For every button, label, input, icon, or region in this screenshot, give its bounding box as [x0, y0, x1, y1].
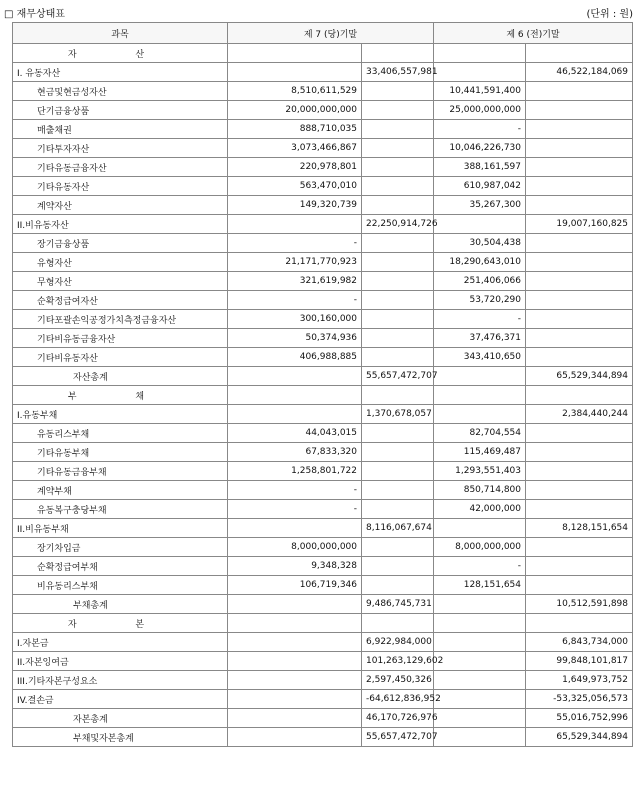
table-row — [13, 101, 633, 120]
prior-item-cell — [434, 614, 526, 633]
table-row — [13, 443, 633, 462]
prior-item-cell — [434, 215, 526, 234]
current-total-value: 55,657,472,707 — [362, 728, 434, 747]
current-item-value: 21,171,770,923 — [228, 253, 362, 272]
prior-item-value: 128,151,654 — [434, 576, 526, 595]
prior-total-cell — [526, 234, 633, 253]
group-label: II.비유동부채 — [13, 519, 228, 538]
table-row — [13, 557, 633, 576]
prior-item-cell — [434, 633, 526, 652]
prior-total-value: 10,512,591,898 — [526, 595, 633, 614]
prior-item-cell — [434, 44, 526, 63]
section-row — [13, 614, 633, 633]
group-label: II.비유동자산 — [13, 215, 228, 234]
prior-item-value: 42,000,000 — [434, 500, 526, 519]
statement-title: □ 재무상태표 — [4, 9, 65, 20]
table-row — [13, 234, 633, 253]
prior-total-cell — [526, 386, 633, 405]
prior-item-cell — [434, 671, 526, 690]
group-label: I.유동부채 — [13, 405, 228, 424]
current-item-value: - — [228, 234, 362, 253]
prior-total-cell — [526, 272, 633, 291]
current-total-value: 2,597,450,326 — [362, 671, 434, 690]
current-item-value: 44,043,015 — [228, 424, 362, 443]
prior-item-value: 343,410,650 — [434, 348, 526, 367]
prior-total-cell — [526, 44, 633, 63]
prior-total-cell — [526, 500, 633, 519]
current-item-value: 106,719,346 — [228, 576, 362, 595]
table-row — [13, 500, 633, 519]
current-total-value: 33,406,557,981 — [362, 63, 434, 82]
current-item-cell — [228, 519, 362, 538]
prior-total-cell — [526, 538, 633, 557]
current-total-value: 1,370,678,057 — [362, 405, 434, 424]
current-item-value: 3,073,466,867 — [228, 139, 362, 158]
prior-total-cell — [526, 348, 633, 367]
item-label: 기타유동금융부채 — [13, 462, 228, 481]
column-header-current: 제 7 (당)기말 — [228, 23, 434, 44]
prior-total-cell — [526, 253, 633, 272]
table-row — [13, 196, 633, 215]
group-row — [13, 405, 633, 424]
prior-item-value: 82,704,554 — [434, 424, 526, 443]
prior-total-value: 46,522,184,069 — [526, 63, 633, 82]
current-item-cell — [228, 614, 362, 633]
section-label: 자 본 — [13, 614, 228, 633]
prior-total-cell — [526, 291, 633, 310]
current-item-value: - — [228, 500, 362, 519]
current-item-value: 300,160,000 — [228, 310, 362, 329]
prior-total-value: 99,848,101,817 — [526, 652, 633, 671]
current-item-value: - — [228, 481, 362, 500]
prior-item-value: 30,504,438 — [434, 234, 526, 253]
statement-header — [0, 0, 639, 22]
item-label: 장기금융상품 — [13, 234, 228, 253]
group-row — [13, 215, 633, 234]
item-label: 장기차입금 — [13, 538, 228, 557]
current-total-cell — [362, 177, 434, 196]
prior-item-value: 115,469,487 — [434, 443, 526, 462]
total-label: 자본총계 — [13, 709, 228, 728]
item-label: 기타유동부채 — [13, 443, 228, 462]
current-item-value: 8,000,000,000 — [228, 538, 362, 557]
group-label: I. 유동자산 — [13, 63, 228, 82]
current-total-cell — [362, 139, 434, 158]
table-body — [13, 44, 633, 747]
current-total-cell — [362, 576, 434, 595]
current-item-cell — [228, 728, 362, 747]
prior-total-value: 19,007,160,825 — [526, 215, 633, 234]
total-row — [13, 595, 633, 614]
current-total-value: 46,170,726,976 — [362, 709, 434, 728]
prior-total-cell — [526, 101, 633, 120]
item-label: 기타비유동금융자산 — [13, 329, 228, 348]
prior-item-value: 37,476,371 — [434, 329, 526, 348]
prior-item-cell — [434, 405, 526, 424]
current-total-cell — [362, 329, 434, 348]
total-label: 부채총계 — [13, 595, 228, 614]
item-label: 유형자산 — [13, 253, 228, 272]
current-item-cell — [228, 215, 362, 234]
item-label: 기타포괄손익공정가치측정금융자산 — [13, 310, 228, 329]
table-row — [13, 139, 633, 158]
current-item-cell — [228, 44, 362, 63]
prior-total-value: 8,128,151,654 — [526, 519, 633, 538]
table-row — [13, 310, 633, 329]
column-header-prior: 제 6 (전)기말 — [434, 23, 633, 44]
group-row — [13, 519, 633, 538]
prior-item-value: - — [434, 557, 526, 576]
table-row — [13, 481, 633, 500]
current-total-cell — [362, 348, 434, 367]
total-row — [13, 367, 633, 386]
current-item-cell — [228, 690, 362, 709]
prior-total-cell — [526, 481, 633, 500]
current-total-cell — [362, 557, 434, 576]
item-label: 유동복구충당부채 — [13, 500, 228, 519]
prior-total-cell — [526, 120, 633, 139]
item-label: 기타유동금융자산 — [13, 158, 228, 177]
prior-item-cell — [434, 367, 526, 386]
table-row — [13, 348, 633, 367]
current-total-cell — [362, 291, 434, 310]
item-label: 무형자산 — [13, 272, 228, 291]
item-label: 단기금융상품 — [13, 101, 228, 120]
current-item-value: 149,320,739 — [228, 196, 362, 215]
prior-total-value: 6,843,734,000 — [526, 633, 633, 652]
column-header-account: 과목 — [13, 23, 228, 44]
item-label: 유동리스부채 — [13, 424, 228, 443]
prior-item-value: - — [434, 310, 526, 329]
group-row — [13, 671, 633, 690]
group-row — [13, 690, 633, 709]
current-item-cell — [228, 633, 362, 652]
prior-total-value: 65,529,344,894 — [526, 728, 633, 747]
group-label: III.기타자본구성요소 — [13, 671, 228, 690]
current-total-value: 8,116,067,674 — [362, 519, 434, 538]
current-item-value: 888,710,035 — [228, 120, 362, 139]
item-label: 순확정급여자산 — [13, 291, 228, 310]
prior-total-cell — [526, 462, 633, 481]
unit-label: (단위 : 원) — [586, 9, 633, 20]
prior-total-value: 55,016,752,996 — [526, 709, 633, 728]
prior-total-cell — [526, 158, 633, 177]
current-total-cell — [362, 253, 434, 272]
current-total-cell — [362, 462, 434, 481]
current-total-cell — [362, 101, 434, 120]
current-total-cell — [362, 234, 434, 253]
section-label: 부 채 — [13, 386, 228, 405]
current-item-value: 50,374,936 — [228, 329, 362, 348]
item-label: 매출채권 — [13, 120, 228, 139]
current-item-cell — [228, 671, 362, 690]
item-label: 기타유동자산 — [13, 177, 228, 196]
current-item-value: 1,258,801,722 — [228, 462, 362, 481]
current-total-cell — [362, 82, 434, 101]
prior-item-value: 388,161,597 — [434, 158, 526, 177]
prior-total-cell — [526, 557, 633, 576]
prior-total-cell — [526, 82, 633, 101]
current-total-cell — [362, 500, 434, 519]
current-item-cell — [228, 709, 362, 728]
current-total-value: 55,657,472,707 — [362, 367, 434, 386]
prior-item-value: 18,290,643,010 — [434, 253, 526, 272]
table-row — [13, 158, 633, 177]
current-item-cell — [228, 595, 362, 614]
prior-item-cell — [434, 709, 526, 728]
prior-total-cell — [526, 310, 633, 329]
prior-total-cell — [526, 614, 633, 633]
prior-item-value: 25,000,000,000 — [434, 101, 526, 120]
total-row — [13, 728, 633, 747]
table-row — [13, 82, 633, 101]
section-label: 자 산 — [13, 44, 228, 63]
current-total-value: -64,612,836,952 — [362, 690, 434, 709]
item-label: 기타비유동자산 — [13, 348, 228, 367]
prior-item-cell — [434, 519, 526, 538]
balance-sheet-table — [12, 22, 633, 747]
prior-total-value: 65,529,344,894 — [526, 367, 633, 386]
table-row — [13, 576, 633, 595]
current-total-cell — [362, 272, 434, 291]
item-label: 계약부채 — [13, 481, 228, 500]
prior-item-value: 35,267,300 — [434, 196, 526, 215]
prior-item-value: 850,714,800 — [434, 481, 526, 500]
prior-item-value: 251,406,066 — [434, 272, 526, 291]
table-row — [13, 424, 633, 443]
current-total-value: 22,250,914,726 — [362, 215, 434, 234]
item-label: 기타투자자산 — [13, 139, 228, 158]
prior-total-value: -53,325,056,573 — [526, 690, 633, 709]
current-total-cell — [362, 44, 434, 63]
group-label: I.자본금 — [13, 633, 228, 652]
prior-total-cell — [526, 177, 633, 196]
total-label: 자산총계 — [13, 367, 228, 386]
current-item-value: - — [228, 291, 362, 310]
current-item-cell — [228, 652, 362, 671]
prior-item-cell — [434, 63, 526, 82]
prior-item-cell — [434, 728, 526, 747]
current-total-cell — [362, 538, 434, 557]
current-total-cell — [362, 481, 434, 500]
prior-total-cell — [526, 139, 633, 158]
current-total-value: 101,263,129,602 — [362, 652, 434, 671]
current-total-cell — [362, 310, 434, 329]
current-item-cell — [228, 367, 362, 386]
prior-item-cell — [434, 690, 526, 709]
current-item-value: 20,000,000,000 — [228, 101, 362, 120]
section-row — [13, 386, 633, 405]
item-label: 순확정급여부채 — [13, 557, 228, 576]
current-item-value: 563,470,010 — [228, 177, 362, 196]
current-total-cell — [362, 386, 434, 405]
item-label: 계약자산 — [13, 196, 228, 215]
group-label: IV.결손금 — [13, 690, 228, 709]
section-row — [13, 44, 633, 63]
table-row — [13, 177, 633, 196]
prior-total-cell — [526, 196, 633, 215]
current-total-cell — [362, 443, 434, 462]
current-total-cell — [362, 158, 434, 177]
prior-total-cell — [526, 329, 633, 348]
table-row — [13, 538, 633, 557]
prior-item-value: 610,987,042 — [434, 177, 526, 196]
prior-total-cell — [526, 576, 633, 595]
prior-item-value: 10,046,226,730 — [434, 139, 526, 158]
table-row — [13, 253, 633, 272]
current-item-value: 406,988,885 — [228, 348, 362, 367]
table-row — [13, 329, 633, 348]
current-total-cell — [362, 120, 434, 139]
group-row — [13, 652, 633, 671]
prior-item-cell — [434, 386, 526, 405]
prior-item-cell — [434, 652, 526, 671]
table-header-row — [13, 23, 633, 44]
prior-item-cell — [434, 595, 526, 614]
current-total-cell — [362, 196, 434, 215]
current-item-cell — [228, 386, 362, 405]
total-row — [13, 709, 633, 728]
current-item-cell — [228, 405, 362, 424]
table-row — [13, 462, 633, 481]
current-item-value: 321,619,982 — [228, 272, 362, 291]
table-row — [13, 272, 633, 291]
current-total-cell — [362, 614, 434, 633]
current-total-value: 9,486,745,731 — [362, 595, 434, 614]
table-row — [13, 291, 633, 310]
prior-item-value: 8,000,000,000 — [434, 538, 526, 557]
prior-item-value: - — [434, 120, 526, 139]
group-row — [13, 63, 633, 82]
current-item-value: 220,978,801 — [228, 158, 362, 177]
current-total-cell — [362, 424, 434, 443]
prior-total-cell — [526, 443, 633, 462]
prior-item-value: 10,441,591,400 — [434, 82, 526, 101]
group-label: II.자본잉여금 — [13, 652, 228, 671]
prior-item-value: 53,720,290 — [434, 291, 526, 310]
item-label: 비유동리스부채 — [13, 576, 228, 595]
total-label: 부채및자본총계 — [13, 728, 228, 747]
current-total-value: 6,922,984,000 — [362, 633, 434, 652]
current-item-value: 8,510,611,529 — [228, 82, 362, 101]
prior-total-value: 1,649,973,752 — [526, 671, 633, 690]
current-item-value: 67,833,320 — [228, 443, 362, 462]
prior-total-cell — [526, 424, 633, 443]
current-item-cell — [228, 63, 362, 82]
group-row — [13, 633, 633, 652]
item-label: 현금및현금성자산 — [13, 82, 228, 101]
prior-total-value: 2,384,440,244 — [526, 405, 633, 424]
prior-item-value: 1,293,551,403 — [434, 462, 526, 481]
current-item-value: 9,348,328 — [228, 557, 362, 576]
table-row — [13, 120, 633, 139]
